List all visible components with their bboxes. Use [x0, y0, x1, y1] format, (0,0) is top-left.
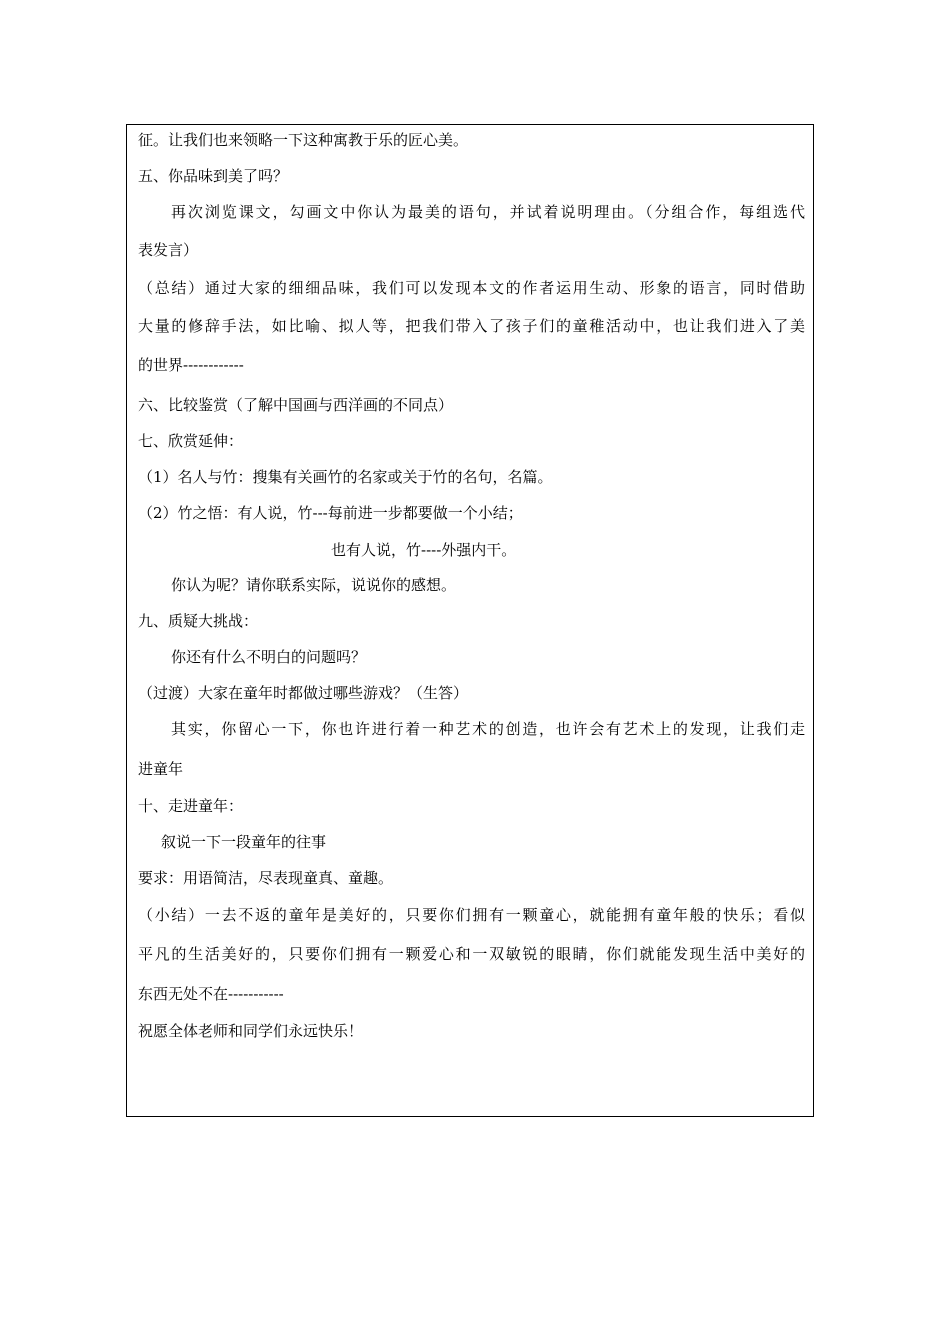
text-line: 叙说一下一段童年的往事	[161, 833, 327, 851]
text-line: 其实，你留心一下，你也许进行着一种艺术的创造，也许会有艺术上的发现，让我们走	[171, 720, 805, 738]
text-line: 要求：用语简洁，尽表现童真、童趣。	[138, 869, 394, 887]
text-line: 再次浏览课文，勾画文中你认为最美的语句，并试着说明理由。（分组合作，每组选代	[171, 203, 805, 221]
text-line: （过渡）大家在童年时都做过哪些游戏？（生答）	[138, 684, 469, 702]
section-heading-7: 七、欣赏延伸：	[138, 432, 244, 450]
text-line: 大量的修辞手法，如比喻、拟人等，把我们带入了孩子们的童稚活动中，也让我们进入了美	[138, 317, 805, 335]
document-frame	[126, 124, 814, 1117]
text-line: （1）名人与竹：搜集有关画竹的名家或关于竹的名句，名篇。	[138, 468, 553, 486]
text-line: 你认为呢？请你联系实际，说说你的感想。	[171, 576, 457, 594]
section-heading-5: 五、你品味到美了吗？	[138, 167, 289, 185]
text-line: 表发言）	[138, 241, 199, 259]
section-heading-10: 十、走进童年：	[138, 797, 244, 815]
text-line: 平凡的生活美好的，只要你们拥有一颗爱心和一双敏锐的眼睛，你们就能发现生活中美好的	[138, 945, 805, 963]
text-line: （2）竹之悟：有人说，竹---每前进一步都要做一个小结；	[138, 504, 523, 522]
section-heading-9: 九、质疑大挑战：	[138, 612, 259, 630]
text-line: 征。让我们也来领略一下这种寓教于乐的匠心美。	[138, 131, 469, 149]
text-line: 东西无处不在-----------	[138, 985, 284, 1003]
text-line: 你还有什么不明白的问题吗？	[171, 648, 367, 666]
text-line: 也有人说，竹----外强内干。	[331, 541, 517, 559]
text-line: 进童年	[138, 760, 184, 778]
text-line: （小结）一去不返的童年是美好的，只要你们拥有一颗童心，就能拥有童年般的快乐；看似	[138, 906, 805, 924]
section-heading-6: 六、比较鉴赏（了解中国画与西洋画的不同点）	[138, 396, 454, 414]
text-line: 的世界------------	[138, 356, 244, 374]
text-line: （总结）通过大家的细细品味，我们可以发现本文的作者运用生动、形象的语言，同时借助	[138, 279, 805, 297]
closing-line: 祝愿全体老师和同学们永远快乐！	[138, 1022, 364, 1040]
